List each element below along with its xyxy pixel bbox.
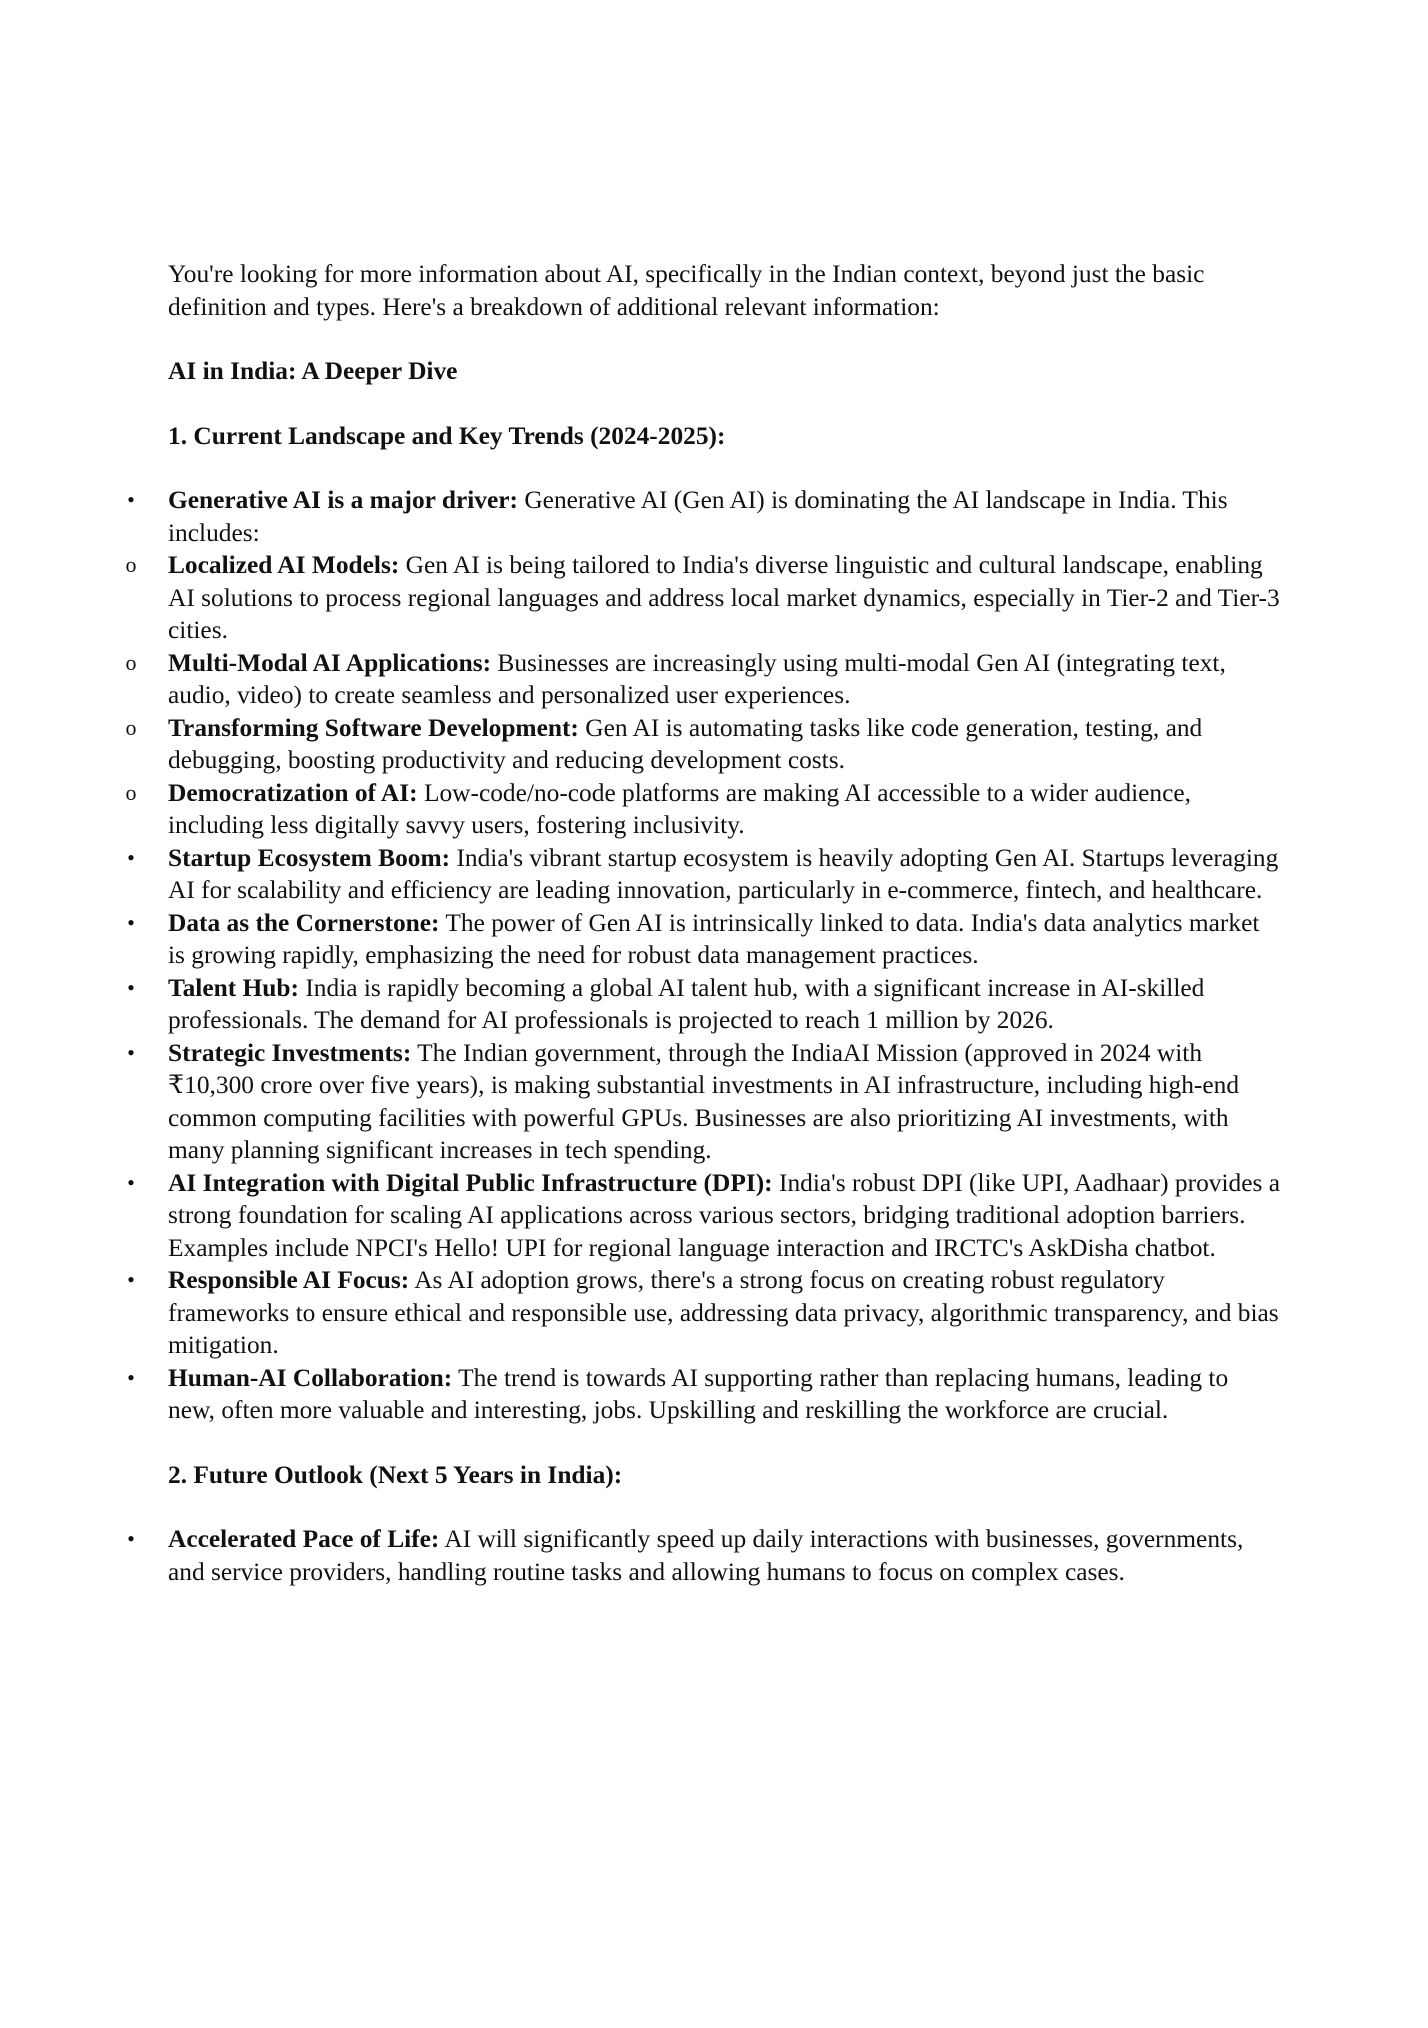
list-item [168,842,1280,907]
item-title: Human-AI Collaboration: [168,1363,453,1392]
item-text: Gen AI is being tailored to India's diverse linguistic and cultural landscape, enabling AI solutions to process regional languages and address local market dynamics, especially in Tier-2 and Tier-3 cities. [168,551,1280,644]
list-item [168,907,1280,972]
item-title: Generative AI is a major driver: [168,486,518,514]
bullet-disc-icon [121,1362,141,1395]
item-title: Multi-Modal AI Applications: [168,648,492,677]
item-text: Gen AI is automating tasks like code generation, testing, and debugging, boosting productivity and reducing development costs. [168,713,1203,774]
list-item [168,1167,1280,1265]
item-title: Talent Hub: [168,973,299,1002]
item-title: Transforming Software Development: [168,713,579,742]
item-title: AI Integration with Digital Public Infrastructure (DPI): [168,1168,773,1197]
item-text: The trend is towards AI supporting rather than replacing humans, leading to new, often more valuable and interesting, jobs. Upskilling and reskilling the workforce are crucial. [168,1363,1229,1424]
bullet-circle-icon [121,712,141,745]
item-text: India's vibrant startup ecosystem is heavily adopting Gen AI. Startups leveraging AI for scalability and efficiency are leading innovation, particularly in e-commerce, fintech, and healthcare. [168,843,1279,904]
bullet-disc-icon [121,907,141,940]
bullet-disc-icon [121,1264,141,1297]
list-item [168,549,1280,647]
section-1-heading: 1. Current Landscape and Key Trends (2024-2025): [168,421,726,450]
list-item [168,777,1280,842]
bullet-disc-icon [121,972,141,1005]
bullet-disc-icon [121,1167,141,1200]
item-text: Generative AI (Gen AI) is dominating the AI landscape in India. This includes: [168,486,1228,547]
item-text: India is rapidly becoming a global AI talent hub, with a significant increase in AI-skilled professionals. The demand for AI professionals is projected to reach 1 million by 2026. [168,973,1205,1034]
item-text: The Indian government, through the IndiaAI Mission (approved in 2024 with ₹10,300 crore over five years), is making substantial investments in AI infrastructure, including high-end common computing facilities with powerful GPUs. Businesses are also prioritizing AI investments, with many planning significant increases in tech spending. [168,1038,1240,1164]
section-2-heading: 2. Future Outlook (Next 5 Years in India): [168,1460,623,1489]
item-title: Startup Ecosystem Boom: [168,843,451,872]
bullet-disc-icon [121,484,141,517]
section-1-list [168,484,1280,1427]
bullet-circle-icon [121,647,141,680]
item-text: As AI adoption grows, there's a strong focus on creating robust regulatory frameworks to ensure ethical and responsible use, addressing data privacy, algorithmic transparency, and bias mitigation. [168,1266,1279,1359]
item-title: Localized AI Models: [168,551,400,579]
item-title: Data as the Cornerstone: [168,908,440,937]
bullet-disc-icon [121,1523,141,1556]
document-body [168,258,1280,1620]
list-item [168,1264,1280,1362]
list-item [168,972,1280,1037]
bullet-circle-icon [121,549,141,582]
item-title: Strategic Investments: [168,1038,412,1067]
list-item [168,647,1280,712]
list-item [168,712,1280,777]
item-text: Low-code/no-code platforms are making AI accessible to a wider audience, including less digitally savvy users, fostering inclusivity. [168,778,1192,839]
item-text: The power of Gen AI is intrinsically linked to data. India's data analytics market is growing rapidly, emphasizing the need for robust data management practices. [168,908,1260,969]
bullet-circle-icon [121,777,141,810]
list-item [168,1362,1280,1427]
bullet-disc-icon [121,1037,141,1070]
section-2-list [168,1523,1280,1588]
intro-paragraph: You're looking for more information about AI, specifically in the Indian context, beyond just the basic definition and types. Here's a breakdown of additional relevant information: [168,260,1205,321]
section-title: AI in India: A Deeper Dive [168,357,458,385]
bullet-disc-icon [121,842,141,875]
item-title: Democratization of AI: [168,778,418,807]
item-title: Responsible AI Focus: [168,1266,410,1294]
list-item [168,1037,1280,1167]
item-text: Businesses are increasingly using multi-modal Gen AI (integrating text, audio, video) to create seamless and personalized user experiences. [168,648,1226,709]
list-item [168,1523,1280,1588]
list-item [168,484,1280,549]
item-text: AI will significantly speed up daily interactions with businesses, governments, and service providers, handling routine tasks and allowing humans to focus on complex cases. [168,1525,1244,1586]
item-text: India's robust DPI (like UPI, Aadhaar) provides a strong foundation for scaling AI applications across various sectors, bridging traditional adoption barriers. Examples include NPCI's Hello! UPI for regional language interaction and IRCTC's AskDisha chatbot. [168,1168,1280,1262]
item-title: Accelerated Pace of Life: [168,1525,440,1553]
